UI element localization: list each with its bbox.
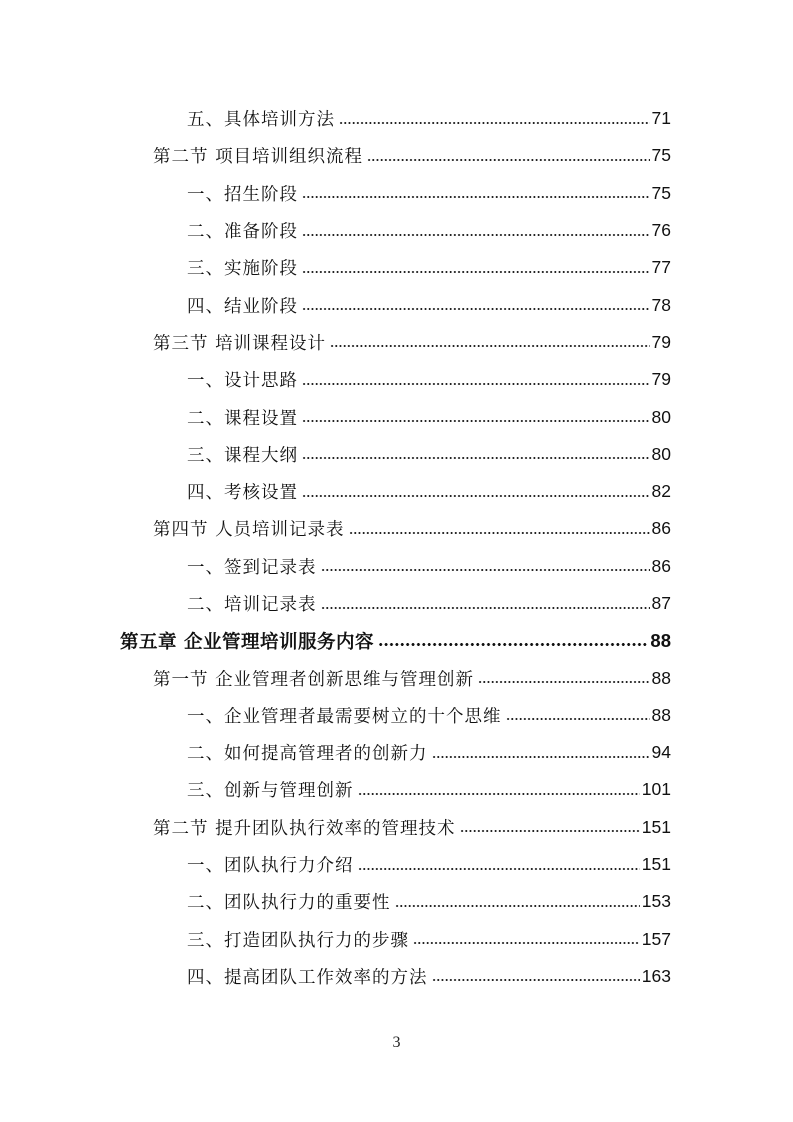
toc-entry-page-number: 86: [651, 555, 671, 576]
toc-entry-item[interactable]: [0, 361, 793, 398]
toc-entry-item[interactable]: [0, 921, 793, 958]
toc-entry-page-number: 88: [651, 667, 671, 688]
toc-entry-item[interactable]: [0, 771, 793, 808]
dot-leader: [302, 308, 650, 310]
toc-entry-page-number: 75: [651, 145, 671, 166]
dot-leader: [321, 569, 650, 571]
table-of-contents: [0, 100, 793, 995]
dot-leader: [339, 122, 650, 124]
toc-entry-title: 一、团队执行力介绍: [187, 856, 354, 877]
toc-entry-page-number: 76: [651, 220, 671, 241]
dot-leader: [349, 532, 650, 534]
toc-entry-item[interactable]: [0, 846, 793, 883]
toc-entry-page-number: 157: [641, 928, 671, 949]
toc-entry-item[interactable]: [0, 958, 793, 995]
toc-entry-title: 四、结业阶段: [187, 296, 298, 317]
toc-entry-title: 第一节 企业管理者创新思维与管理创新: [153, 669, 475, 690]
dot-leader: [302, 196, 650, 198]
toc-entry-item[interactable]: [0, 100, 793, 137]
toc-entry-title: 三、课程大纲: [187, 445, 298, 466]
dot-leader: [302, 420, 650, 422]
dot-leader: [432, 979, 640, 981]
toc-entry-section[interactable]: [0, 510, 793, 547]
toc-entry-page-number: 101: [641, 779, 671, 800]
dot-leader: [358, 793, 640, 795]
toc-entry-section[interactable]: [0, 137, 793, 174]
toc-entry-page-number: 163: [641, 965, 671, 986]
dot-leader: [413, 942, 640, 944]
toc-entry-section[interactable]: [0, 324, 793, 361]
dot-leader: [460, 830, 640, 832]
toc-entry-title: 三、实施阶段: [187, 259, 298, 280]
toc-entry-page-number: 151: [641, 816, 671, 837]
dot-leader: [432, 756, 650, 758]
toc-entry-page-number: 75: [651, 182, 671, 203]
toc-entry-page-number: 86: [651, 518, 671, 539]
toc-entry-title: 第三节 培训课程设计: [153, 333, 327, 354]
dot-leader: [478, 681, 649, 683]
toc-entry-title: 二、如何提高管理者的创新力: [187, 744, 428, 765]
toc-entry-item[interactable]: [0, 585, 793, 622]
toc-entry-page-number: 88: [651, 704, 671, 725]
toc-entry-page-number: 94: [651, 742, 671, 763]
toc-entry-item[interactable]: [0, 212, 793, 249]
dot-leader: [302, 234, 650, 236]
toc-entry-page-number: 80: [651, 406, 671, 427]
toc-entry-title: 二、课程设置: [187, 408, 298, 429]
toc-entry-page-number: 80: [651, 443, 671, 464]
toc-entry-page-number: 82: [651, 481, 671, 502]
toc-entry-title: 第二节 项目培训组织流程: [153, 147, 364, 168]
toc-entry-item[interactable]: [0, 473, 793, 510]
dot-leader: [302, 383, 650, 385]
toc-entry-page-number: 71: [651, 108, 671, 129]
dot-leader: [358, 868, 640, 870]
toc-entry-item[interactable]: [0, 734, 793, 771]
toc-entry-item[interactable]: [0, 398, 793, 435]
toc-entry-chapter[interactable]: [0, 622, 793, 659]
toc-entry-title: 一、签到记录表: [187, 557, 317, 578]
toc-entry-title: 四、提高团队工作效率的方法: [187, 967, 428, 988]
dot-leader: [506, 718, 650, 720]
toc-entry-page-number: 87: [651, 593, 671, 613]
toc-entry-page-number: 79: [651, 331, 671, 352]
dot-leader: [330, 345, 649, 347]
toc-entry-title: 三、打造团队执行力的步骤: [187, 930, 409, 951]
toc-entry-item[interactable]: [0, 697, 793, 734]
toc-entry-page-number: 88: [650, 629, 671, 651]
toc-entry-title: 四、考核设置: [187, 483, 298, 504]
dot-leader: [302, 271, 650, 273]
toc-entry-section[interactable]: [0, 809, 793, 846]
dot-leader: [378, 643, 648, 646]
toc-entry-title: 五、具体培训方法: [187, 110, 335, 131]
dot-leader: [367, 159, 649, 161]
toc-entry-item[interactable]: [0, 249, 793, 286]
toc-entry-item[interactable]: [0, 436, 793, 473]
toc-entry-title: 一、企业管理者最需要树立的十个思维: [187, 706, 502, 727]
toc-entry-title: 第四节 人员培训记录表: [153, 520, 345, 541]
toc-entry-item[interactable]: [0, 883, 793, 920]
dot-leader: [302, 495, 650, 497]
toc-entry-title: 二、团队执行力的重要性: [187, 893, 391, 914]
toc-entry-title: 第二节 提升团队执行效率的管理技术: [153, 818, 456, 839]
dot-leader: [321, 607, 650, 609]
toc-entry-page-number: 77: [651, 257, 671, 278]
toc-entry-section[interactable]: [0, 659, 793, 696]
dot-leader: [302, 457, 650, 459]
toc-entry-title: 二、准备阶段: [187, 222, 298, 243]
toc-entry-title: 二、培训记录表: [187, 595, 317, 615]
toc-entry-page-number: 153: [641, 891, 671, 912]
page-number: 3: [392, 1034, 401, 1051]
toc-entry-item[interactable]: [0, 175, 793, 212]
toc-entry-item[interactable]: [0, 548, 793, 585]
dot-leader: [395, 905, 640, 907]
toc-entry-title: 一、招生阶段: [187, 184, 298, 205]
toc-entry-page-number: 79: [651, 369, 671, 390]
toc-entry-page-number: 151: [641, 854, 671, 875]
toc-entry-title: 一、设计思路: [187, 371, 298, 392]
toc-entry-title: 三、创新与管理创新: [187, 781, 354, 802]
toc-entry-page-number: 78: [651, 294, 671, 315]
toc-entry-item[interactable]: [0, 286, 793, 323]
toc-entry-title: 第五章 企业管理培训服务内容: [120, 631, 374, 653]
